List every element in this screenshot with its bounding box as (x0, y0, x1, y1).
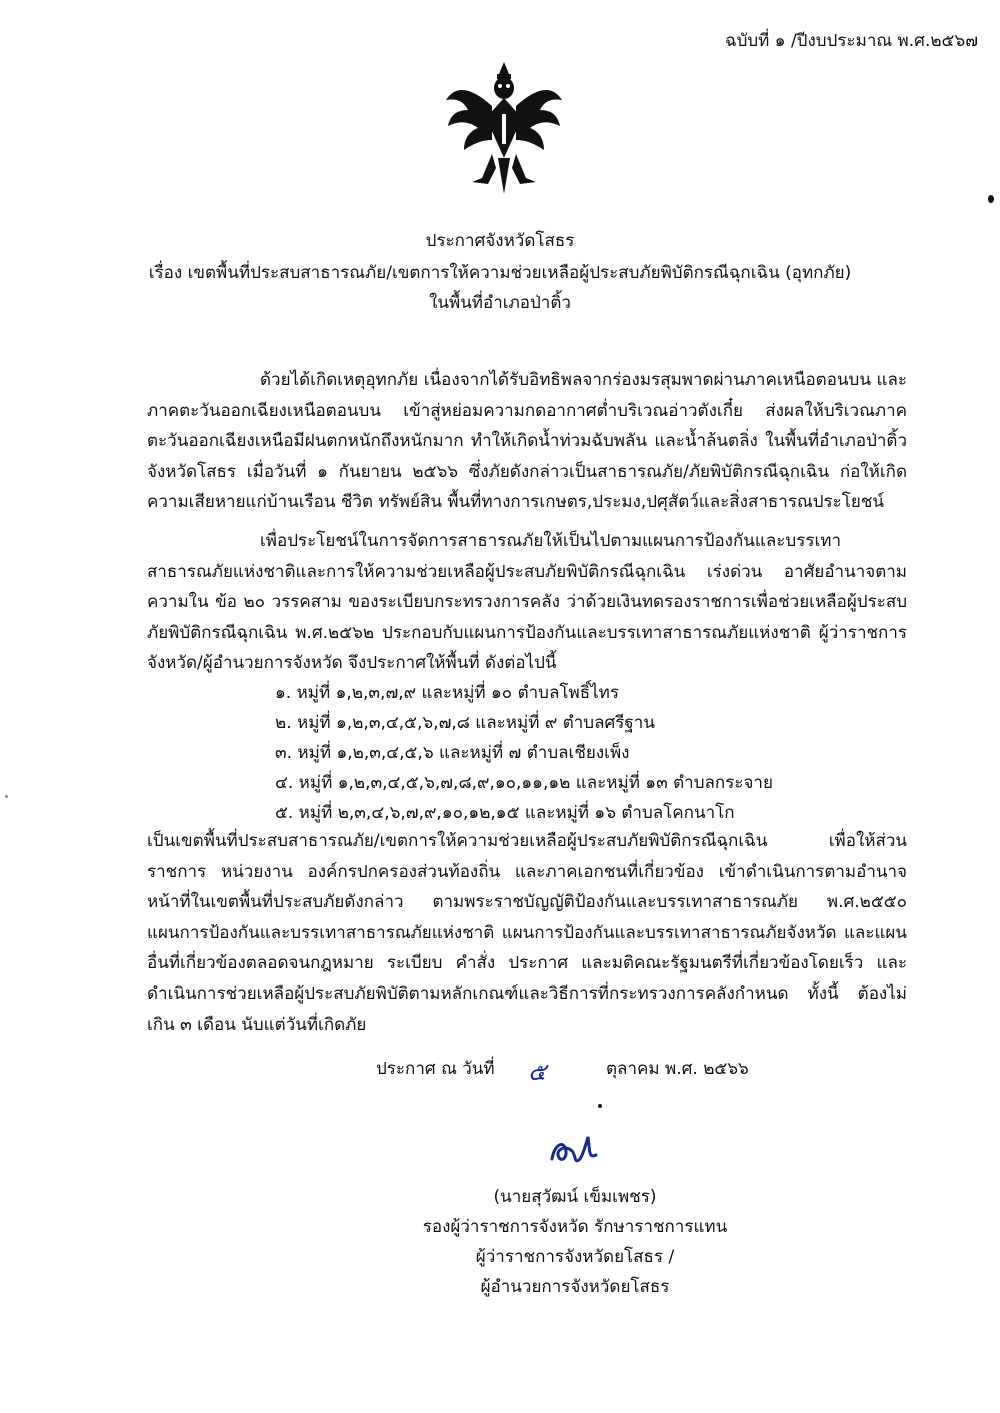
signer-role-3: ผู้อำนวยการจังหวัดยโสธร (480, 1277, 670, 1297)
issue-number: ฉบับที่ ๑ /ปีงบประมาณ พ.ศ.๒๕๖๗ (724, 31, 978, 51)
signer-role-1: รองผู้ว่าราชการจังหวัด รักษาราชการแทน (422, 1217, 728, 1237)
area-item-1: ๑. หมู่ที่ ๑,๒,๓,๗,๙ และหมู่ที่ ๑๐ ตำบลโพธิ์ไทร (275, 683, 619, 703)
garuda-emblem-icon (442, 58, 566, 198)
announce-day: ๕ (528, 1058, 547, 1086)
signature-icon (544, 1125, 604, 1175)
paragraph-declaration: เป็นเขตพื้นที่ประสบสาธารณภัย/เขตการให้ความช่วยเหลือผู้ประสบภัยพิบัติกรณีฉุกเฉิน เพื่อให้ส่วนราชการ หน่วยงาน องค์กรปกครองส่วนท้องถิ่น และภาคเอกชนที่เกี่ยวข้อง เข้าดำเนินการตามอำนาจหน้าที่ในเขตพื้นที่ประสบภัยดังกล่าว ตามพระราชบัญญัติป้องกันและบรรเทาสาธารณภัย พ.ศ.๒๕๕๐ แผนการป้องกันและบรรเทาสาธารณภัยแห่งชาติ แผนการป้องกันและบรรเทาสาธารณภัยจังหวัด และแผนอื่นที่เกี่ยวข้องตลอดจนกฎหมาย ระเบียบ คำสั่ง ประกาศ และมติคณะรัฐมนตรีที่เกี่ยวข้องโดยเร็ว และดำเนินการช่วยเหลือผู้ประสบภัยพิบัติตามหลักเกณฑ์และวิธีการที่กระทรวงการคลังกำหนด ทั้งนี้ ต้องไม่เกิน ๓ เดือน นับแต่วันที่เกิดภัย (147, 831, 907, 1035)
area-item-3: ๓. หมู่ที่ ๑,๒,๓,๔,๕,๖ และหมู่ที่ ๗ ตำบลเชียงเพ็ง (275, 743, 630, 763)
document-area: ในพื้นที่อำเภอป่าติ้ว (429, 293, 571, 313)
area-item-2: ๒. หมู่ที่ ๑,๒,๓,๔,๕,๖,๗,๘ และหมู่ที่ ๙ ตำบลศรีฐาน (275, 713, 655, 733)
area-item-5: ๕. หมู่ที่ ๒,๓,๔,๖,๗,๙,๑๐,๑๒,๑๕ และหมู่ที่ ๑๖ ตำบลโคกนาโก (275, 803, 735, 823)
area-item-4: ๔. หมู่ที่ ๑,๒,๓,๔,๕,๖,๗,๘,๙,๑๐,๑๑,๑๒ และหมู่ที่ ๑๓ ตำบลกระจาย (275, 773, 773, 793)
announce-date-prefix: ประกาศ ณ วันที่ (376, 1059, 495, 1079)
signer-role-2: ผู้ว่าราชการจังหวัดยโสธร / (475, 1247, 675, 1267)
document-subject: เรื่อง เขตพื้นที่ประสบสาธารณภัย/เขตการให้ความช่วยเหลือผู้ประสบภัยพิบัติกรณีฉุกเฉิน (อุทกภัย) (148, 263, 852, 283)
signer-name: (นายสุวัฒน์ เข็มเพชร) (493, 1187, 657, 1207)
margin-speck (5, 795, 8, 798)
ink-dot (598, 1104, 602, 1108)
document-title: ประกาศจังหวัดโสธร (425, 231, 575, 251)
announce-date-suffix: ตุลาคม พ.ศ. ๒๕๖๖ (606, 1059, 749, 1079)
paragraph-background: ด้วยได้เกิดเหตุอุทกภัย เนื่องจากได้รับอิทธิพลจากร่องมรสุมพาดผ่านภาคเหนือตอนบน และภาคตะวันออกเฉียงเหนือตอนบน เข้าสู่หย่อมความกดอากาศต่ำบริเวณอ่าวตังเกี๋ย ส่งผลให้บริเวณภาคตะวันออกเฉียงเหนือมีฝนตกหนักถึงหนักมาก ทำให้เกิดน้ำท่วมฉับพลัน และน้ำล้นตลิ่ง ในพื้นที่อำเภอป่าติ้ว จังหวัดโสธร เมื่อวันที่ ๑ กันยายน ๒๕๖๖ ซึ่งภัยดังกล่าวเป็นสาธารณภัย/ภัยพิบัติกรณีฉุกเฉิน ก่อให้เกิดความเสียหายแก่บ้านเรือน ชีวิต ทรัพย์สิน พื้นที่ทางการเกษตร,ประมง,ปศุสัตว์และสิ่งสาธารณประโยชน์ (147, 370, 907, 513)
paragraph-authority: เพื่อประโยชน์ในการจัดการสาธารณภัยให้เป็นไปตามแผนการป้องกันและบรรเทาสาธารณภัยแห่งชาติและการให้ความช่วยเหลือผู้ประสบภัยพิบัติกรณีฉุกเฉิน เร่งด่วน อาศัยอำนาจตามความใน ข้อ ๒๐ วรรคสาม ของระเบียบกระทรวงการคลัง ว่าด้วยเงินทดรองราชการเพื่อช่วยเหลือผู้ประสบภัยพิบัติกรณีฉุกเฉิน พ.ศ.๒๕๖๒ ประกอบกับแผนการป้องกันและบรรเทาสาธารณภัยแห่งชาติ ผู้ว่าราชการจังหวัด/ผู้อำนวยการจังหวัด จึงประกาศให้พื้นที่ ดังต่อไปนี้ (147, 531, 907, 674)
margin-mark (988, 195, 994, 203)
